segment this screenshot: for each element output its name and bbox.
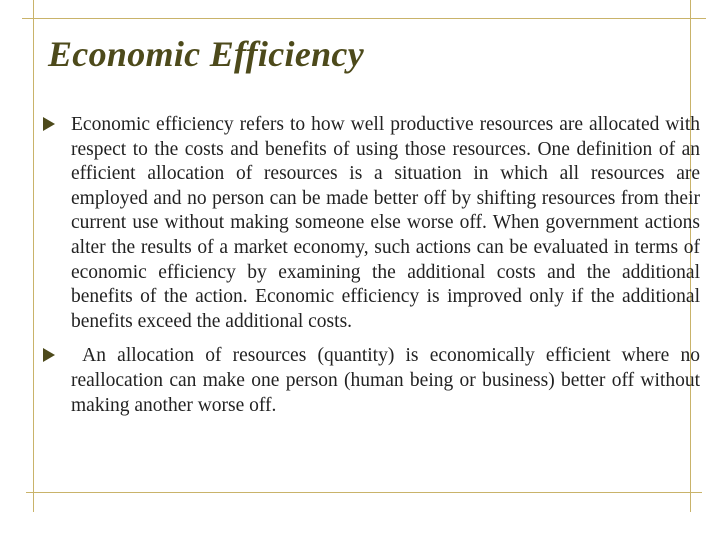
triangle-bullet-icon bbox=[42, 116, 56, 132]
bottom-rule bbox=[26, 492, 702, 493]
top-rule bbox=[22, 18, 706, 19]
left-frame-line bbox=[33, 0, 34, 512]
bullet-list bbox=[42, 113, 705, 418]
bullet-text-2: An allocation of resources (quantity) is economically efficient where no reallocation can make one person (human being or business) better off without making another worse off. bbox=[71, 345, 705, 416]
bullet-item-2 bbox=[42, 344, 705, 418]
bullet-text-1: Economic efficiency refers to how well productive resources are allocated with respect to the costs and benefits of using those resources. One definition of an efficient allocation of resources is a situation in which all resources are employed and no person can be made better off by shifting resources from their current use without making someone else worse off. When government actions alter the results of a market economy, such actions can be evaluated in terms of economic efficiency by examining the additional costs and the additional benefits of the action. Economic efficiency is improved only if the additional benefits exceed the additional costs. bbox=[71, 114, 700, 332]
bullet-item-1 bbox=[42, 113, 700, 334]
triangle-bullet-icon bbox=[42, 347, 56, 363]
slide-title: Economic Efficiency bbox=[48, 34, 364, 74]
